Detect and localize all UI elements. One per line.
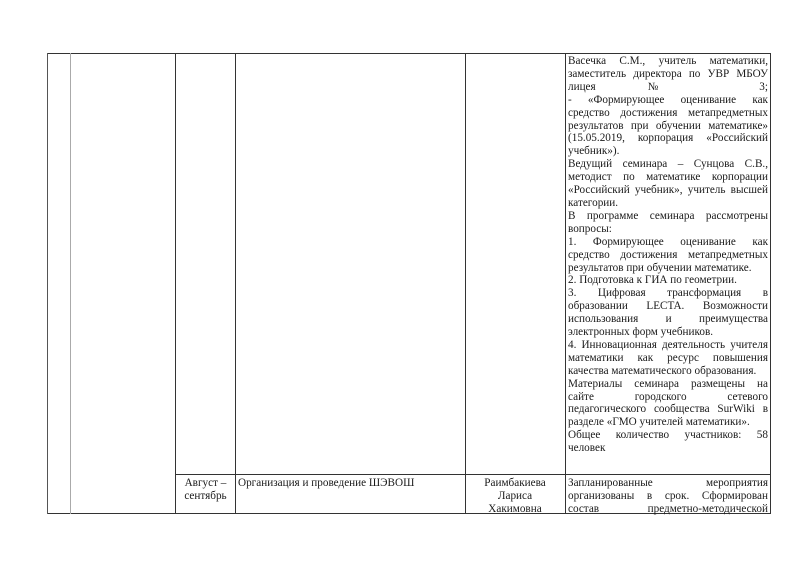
col-border-4	[465, 53, 466, 514]
report-paragraph: В программе семинара рассмотрены вопросы:	[568, 209, 768, 235]
report-paragraph: - «Формирующее оценивание как средство достижения метапредметных результатов при обучении математике» (15.05.2019, корпорация «Российский учебник»).	[568, 93, 768, 158]
row-divider	[175, 474, 771, 475]
report-paragraph: Ведущий семинара – Сунцова С.В., методист по математике корпорации «Российский учебник», учитель высшей категории.	[568, 158, 768, 209]
report-paragraph: 2. Подготовка к ГИА по геометрии.	[568, 274, 737, 287]
col-border-5	[565, 53, 566, 514]
report-paragraph: Материалы семинара размещены на сайте городского сетевого педагогического сообщества SurWiki в разделе «ГМО учителей математики».	[568, 377, 768, 429]
activity-cell: Организация и проведение ШЭВОШ	[238, 477, 415, 489]
period-cell: Август – сентябрь	[184, 477, 227, 502]
col-border-3	[235, 53, 236, 514]
report-paragraph: Васечка С.М., учитель математики, заместитель директора по УВР МБОУ лицея № 3;	[568, 55, 768, 93]
responsible-cell: Раимбакиева Лариса Хакимовна	[484, 477, 546, 515]
col-border-1	[70, 53, 71, 514]
result-text: Запланированные мероприятия организованы в срок. Сформирован состав предметно-методической	[568, 477, 768, 515]
col-border-2	[175, 53, 176, 514]
report-paragraph: 3. Цифровая трансформация в образовании LECTA. Возможности использования и преимущества электронных форм учебников.	[568, 287, 768, 339]
result-cell	[568, 477, 768, 516]
report-paragraph: 4. Инновационная деятельность учителя математики как ресурс повышения качества математического образования.	[568, 338, 768, 377]
report-paragraph: 1. Формирующее оценивание как средство достижения метапредметных результатов при обучении математике.	[568, 235, 768, 274]
report-paragraph: Общее количество участников: 58 человек	[568, 429, 768, 455]
col-border-0	[47, 53, 48, 514]
col-border-6	[770, 53, 771, 514]
seminar-report-cell	[568, 55, 768, 455]
table-top-border	[47, 53, 771, 54]
